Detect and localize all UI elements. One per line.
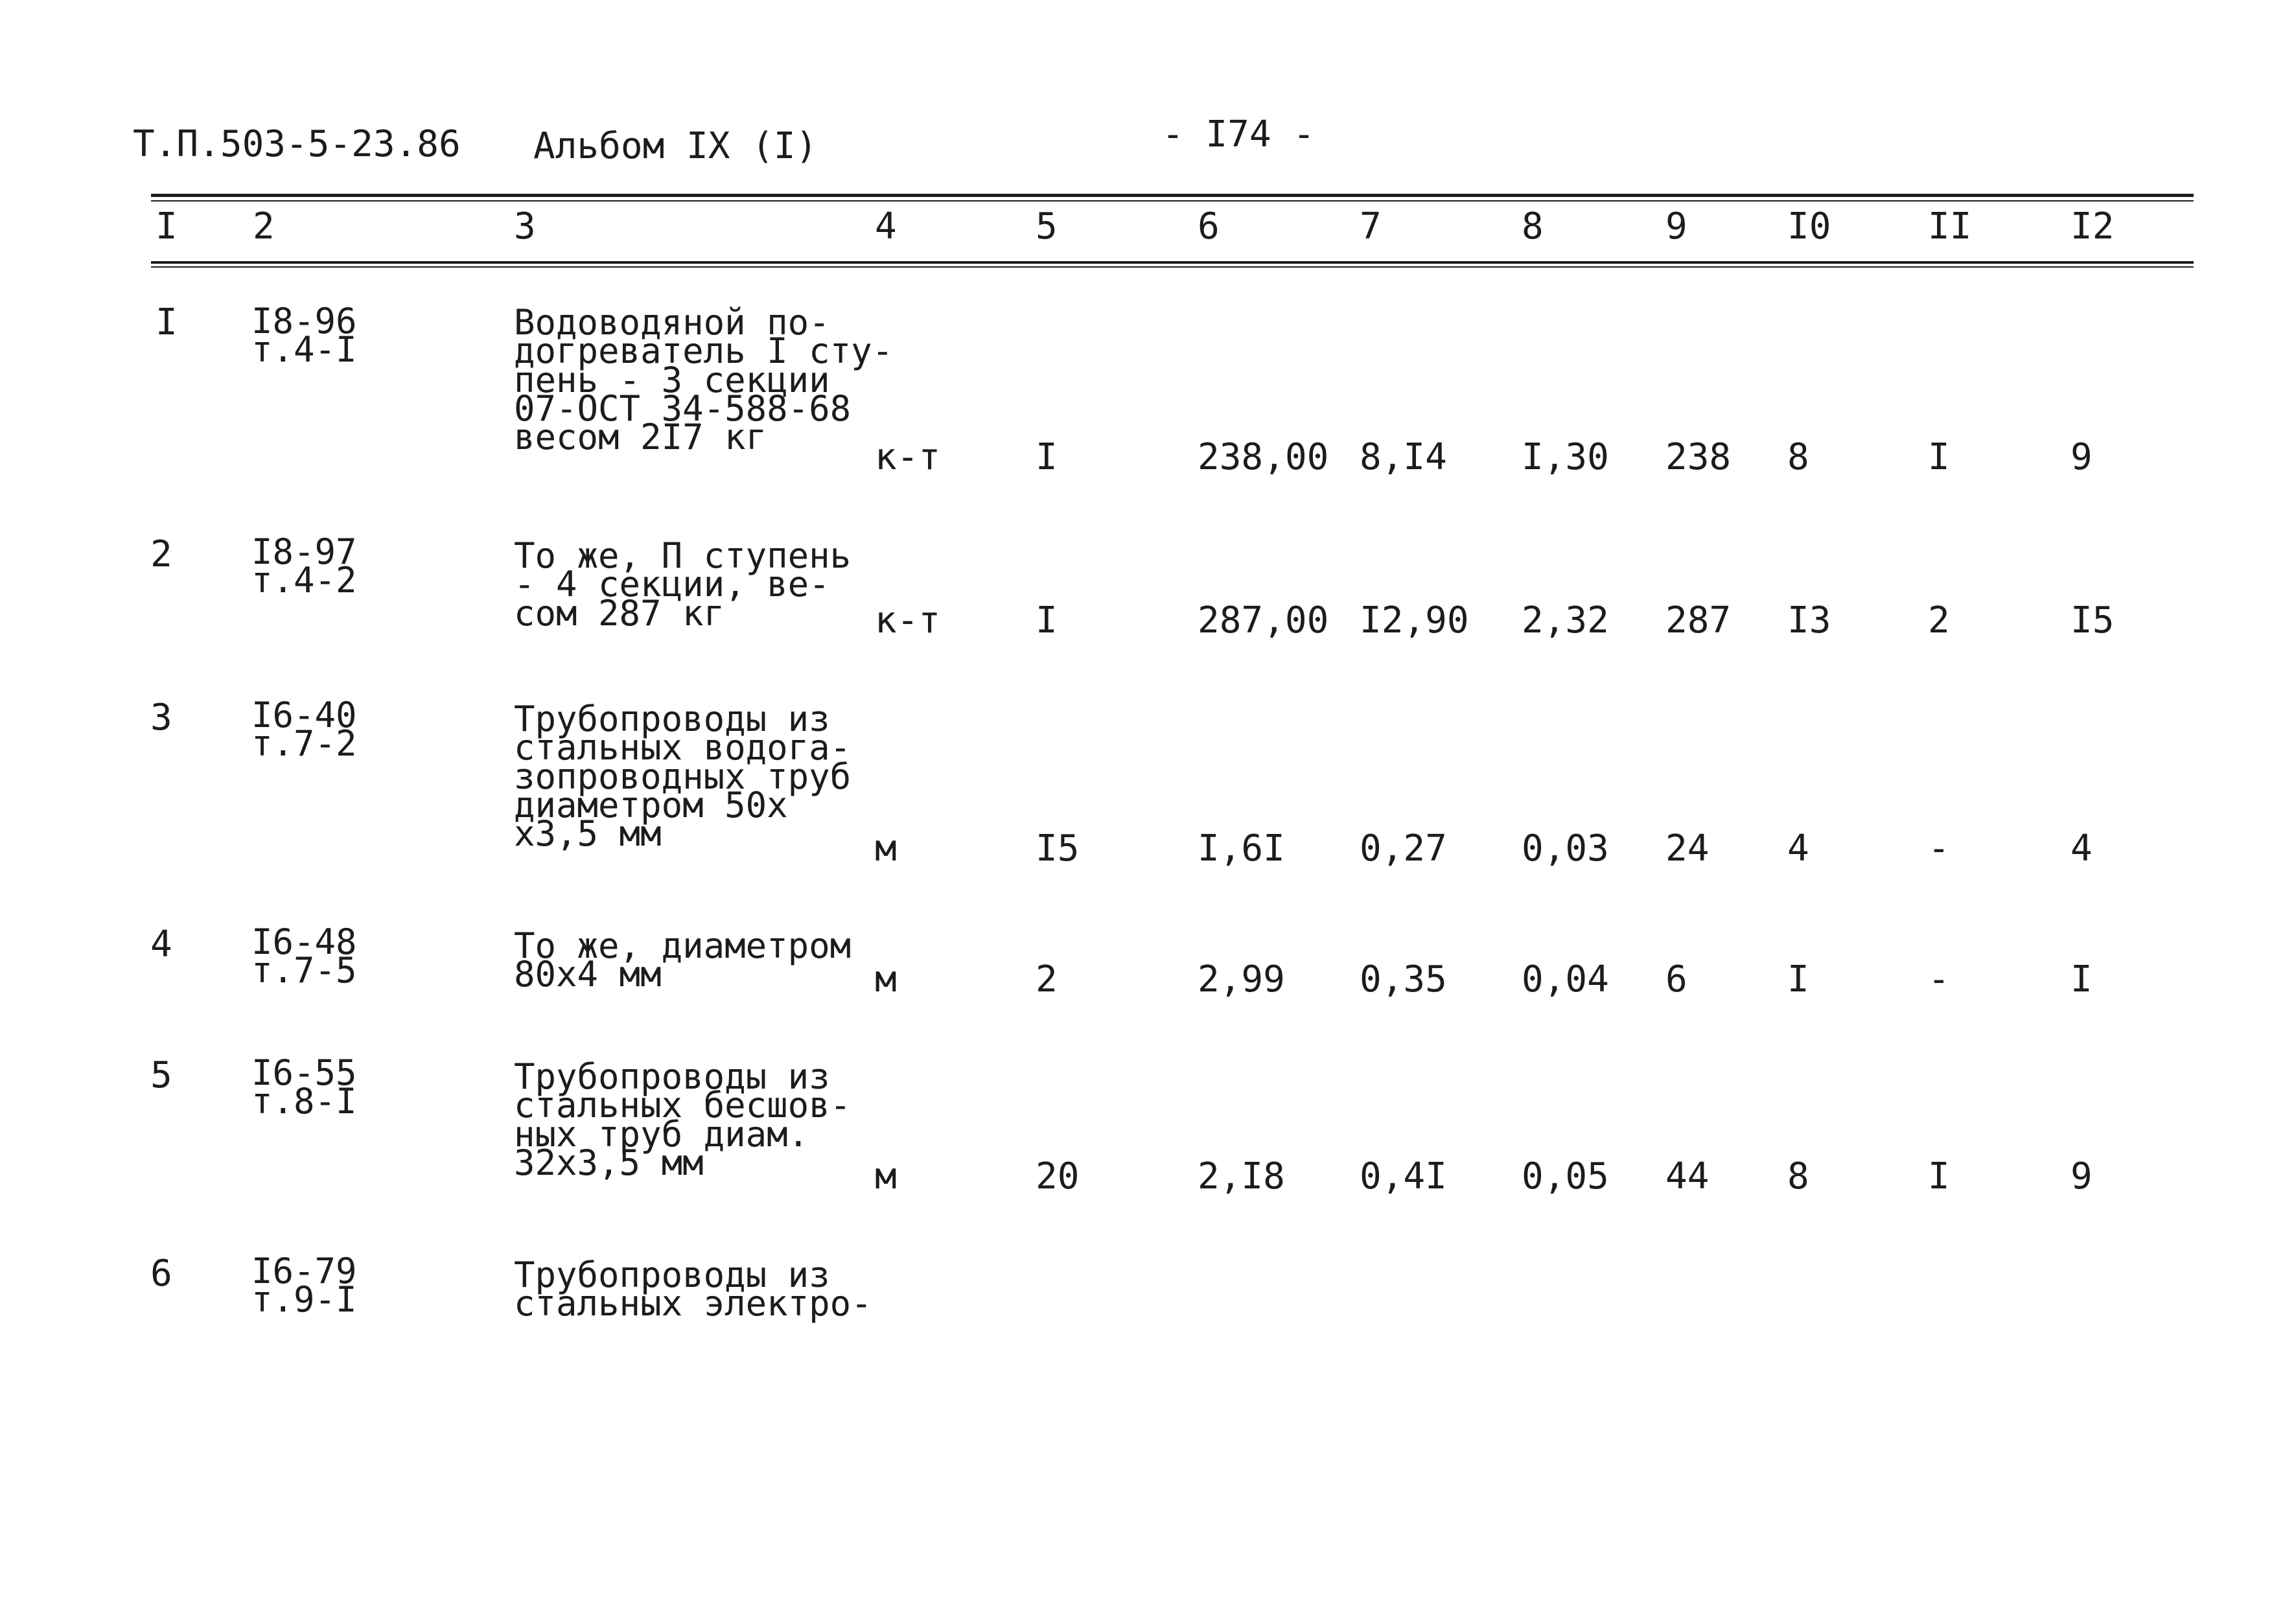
row-number: I	[156, 301, 178, 343]
row-number: 3	[150, 697, 172, 739]
cell-12: 9	[2070, 436, 2093, 478]
header-bottom-rule-thin	[151, 266, 2194, 268]
row-number: 2	[150, 533, 172, 575]
cell-10: I3	[1787, 599, 1831, 642]
cell-12: I	[2070, 958, 2093, 1000]
cell-10: 8	[1787, 436, 1809, 478]
cell-8: 0,03	[1522, 827, 1609, 870]
cell-8: I,30	[1522, 436, 1609, 478]
item-description: Трубопроводы из стальных бесшов- ных труб диам. 32х3,5 мм	[514, 1056, 852, 1183]
cell-7: I2,90	[1360, 599, 1469, 642]
column-header: II	[1928, 205, 1972, 248]
column-header: I	[156, 205, 178, 248]
cell-6: 287,00	[1198, 599, 1329, 642]
unit: к-т	[875, 599, 941, 642]
cell-6: 2,99	[1198, 958, 1285, 1000]
cell-6: 2,I8	[1198, 1155, 1285, 1197]
unit: м	[875, 827, 897, 870]
cell-11: I	[1928, 1155, 1950, 1197]
column-header: I0	[1787, 205, 1831, 248]
column-header: 9	[1665, 205, 1687, 248]
unit: м	[875, 958, 897, 1000]
unit: к-т	[875, 436, 941, 478]
cell-7: 0,35	[1360, 958, 1447, 1000]
unit: м	[875, 1155, 897, 1197]
cell-11: 2	[1928, 599, 1950, 642]
column-header: 2	[253, 205, 275, 248]
cell-10: 4	[1787, 827, 1809, 870]
item-description: Трубопроводы из стальных электро-	[514, 1254, 872, 1324]
cell-11: -	[1928, 827, 1950, 870]
norm-code: I8-97 т.4-2	[251, 531, 357, 601]
row-number: 6	[150, 1253, 172, 1295]
table-top-rule-thin	[151, 200, 2194, 202]
item-description: То же, диаметром 80х4 мм	[514, 925, 852, 995]
quantity: I5	[1036, 827, 1080, 870]
row-number: 4	[150, 923, 172, 965]
document-code: Т.П.503-5-23.86	[133, 123, 461, 165]
column-header: 6	[1198, 205, 1220, 248]
norm-code: I6-48 т.7-5	[251, 921, 357, 991]
cell-7: 8,I4	[1360, 436, 1447, 478]
cell-9: 287	[1665, 599, 1732, 642]
item-description: То же, П ступень - 4 секции, ве- сом 287 кг	[514, 535, 852, 634]
column-header: 5	[1036, 205, 1058, 248]
cell-8: 0,05	[1522, 1155, 1609, 1197]
cell-9: 24	[1665, 827, 1710, 870]
column-header: 3	[514, 205, 536, 248]
norm-code: I6-79 т.9-I	[251, 1251, 357, 1321]
cell-12: 4	[2070, 827, 2093, 870]
norm-code: I6-40 т.7-2	[251, 695, 357, 765]
cell-12: I5	[2070, 599, 2115, 642]
cell-9: 6	[1665, 958, 1687, 1000]
cell-10: I	[1787, 958, 1809, 1000]
norm-code: I6-55 т.8-I	[251, 1052, 357, 1122]
cell-11: -	[1928, 958, 1950, 1000]
quantity: 20	[1036, 1155, 1080, 1197]
cell-11: I	[1928, 436, 1950, 478]
table-top-rule	[151, 194, 2194, 197]
row-number: 5	[150, 1054, 172, 1096]
cell-8: 2,32	[1522, 599, 1609, 642]
cell-12: 9	[2070, 1155, 2093, 1197]
column-header: 4	[875, 205, 897, 248]
album-label: Альбом IX (I)	[533, 125, 818, 167]
page-number: - I74 -	[1162, 113, 1316, 156]
column-header: I2	[2070, 205, 2115, 248]
cell-9: 238	[1665, 436, 1732, 478]
header-bottom-rule	[151, 261, 2194, 264]
quantity: I	[1036, 436, 1058, 478]
cell-9: 44	[1665, 1155, 1710, 1197]
cell-7: 0,27	[1360, 827, 1447, 870]
cell-6: I,6I	[1198, 827, 1285, 870]
quantity: I	[1036, 599, 1058, 642]
item-description: Трубопроводы из стальных водога- зопроводных труб диаметром 50х х3,5 мм	[514, 699, 852, 855]
cell-10: 8	[1787, 1155, 1809, 1197]
column-header: 7	[1360, 205, 1382, 248]
cell-6: 238,00	[1198, 436, 1329, 478]
cell-8: 0,04	[1522, 958, 1609, 1000]
norm-code: I8-96 т.4-I	[251, 301, 357, 371]
quantity: 2	[1036, 958, 1058, 1000]
item-description: Водоводяной по- догреватель I сту- пень - 3 секции 07-ОСТ 34-588-68 весом 2I7 кг	[514, 302, 894, 458]
column-header: 8	[1522, 205, 1544, 248]
cell-7: 0,4I	[1360, 1155, 1447, 1197]
